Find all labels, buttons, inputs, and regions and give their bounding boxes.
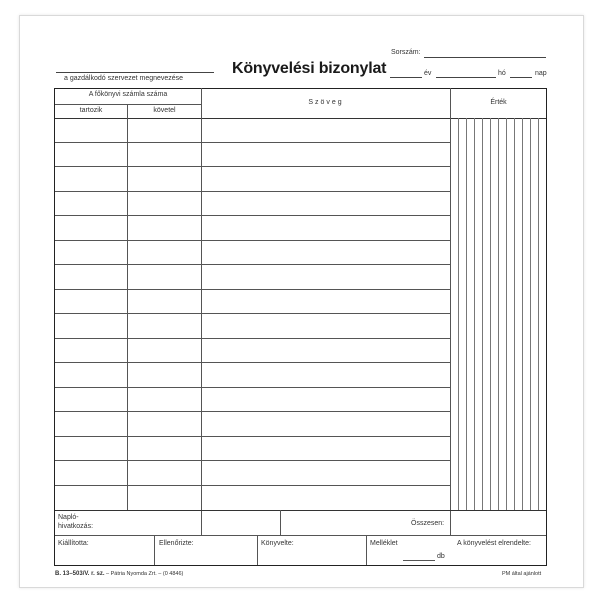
printer-text: – Pátria Nyomda Zrt. – (0 4846) (106, 571, 184, 577)
signature-row-top (55, 535, 546, 536)
recommended-by: PM által ajánlott (502, 571, 542, 577)
org-name-label: a gazdálkodó szervezet megnevezése (64, 75, 184, 82)
value-digit-line (530, 118, 531, 510)
sig-divider (366, 535, 367, 565)
col-divider-debit-credit (127, 104, 128, 510)
table-row (55, 166, 450, 167)
table-row (55, 387, 450, 388)
db-label: db (437, 553, 445, 560)
year-line (390, 77, 422, 78)
table-row (55, 313, 450, 314)
value-digit-line (490, 118, 491, 510)
account-number-header: A főkönyvi számla száma (88, 91, 168, 98)
value-digit-line (474, 118, 475, 510)
serial-label: Sorszám: (391, 49, 421, 56)
value-digit-line (458, 118, 459, 510)
table-row (55, 191, 450, 192)
table-row (55, 264, 450, 265)
col-divider-account-text (201, 88, 202, 535)
day-label: nap (535, 70, 547, 77)
day-line (510, 77, 532, 78)
table-row (55, 289, 450, 290)
checked-by-label: Ellenőrizte: (159, 540, 194, 547)
value-header: Érték (490, 99, 507, 106)
table-row (55, 485, 450, 486)
ordered-by-label: A könyvelést elrendelte: (457, 540, 531, 547)
table-row (55, 240, 450, 241)
table-row (55, 142, 450, 143)
table-row (55, 362, 450, 363)
value-digit-line (498, 118, 499, 510)
value-digit-line (466, 118, 467, 510)
text-header: Szöveg (308, 99, 344, 106)
value-digit-line (506, 118, 507, 510)
attachment-count-line (403, 560, 435, 561)
value-digit-line (522, 118, 523, 510)
sig-divider (257, 535, 258, 565)
total-label: Összesen: (411, 520, 445, 527)
booked-by-label: Könyvelte: (261, 540, 294, 547)
account-header-divider (55, 104, 201, 105)
org-name-line (56, 72, 214, 73)
value-digit-line (538, 118, 539, 510)
form-code (55, 571, 183, 577)
table-row (55, 338, 450, 339)
sig-divider (154, 535, 155, 565)
serial-line (424, 57, 546, 58)
journal-ref-label-1: Napló- (58, 514, 79, 521)
form-title: Könyvelési bizonylat (232, 60, 387, 77)
table-row (55, 215, 450, 216)
header-bottom-line (55, 118, 546, 119)
table-row (55, 411, 450, 412)
month-label: hó (498, 70, 506, 77)
body-bottom-line (55, 510, 546, 511)
col-divider-text-value (450, 88, 451, 535)
year-label: év (424, 70, 432, 77)
journal-divider (280, 510, 281, 535)
table-row (55, 436, 450, 437)
journal-ref-label-2: hivatkozás: (58, 523, 94, 530)
credit-header: követel (153, 107, 176, 114)
table-row (55, 460, 450, 461)
month-line (436, 77, 496, 78)
issued-by-label: Kiállította: (58, 540, 89, 547)
form-code-text: B. 13–503/V. r. sz. (55, 571, 105, 577)
value-digit-line (514, 118, 515, 510)
debit-header: tartozik (79, 107, 103, 114)
value-digit-line (482, 118, 483, 510)
attachment-label: Melléklet (370, 540, 398, 547)
